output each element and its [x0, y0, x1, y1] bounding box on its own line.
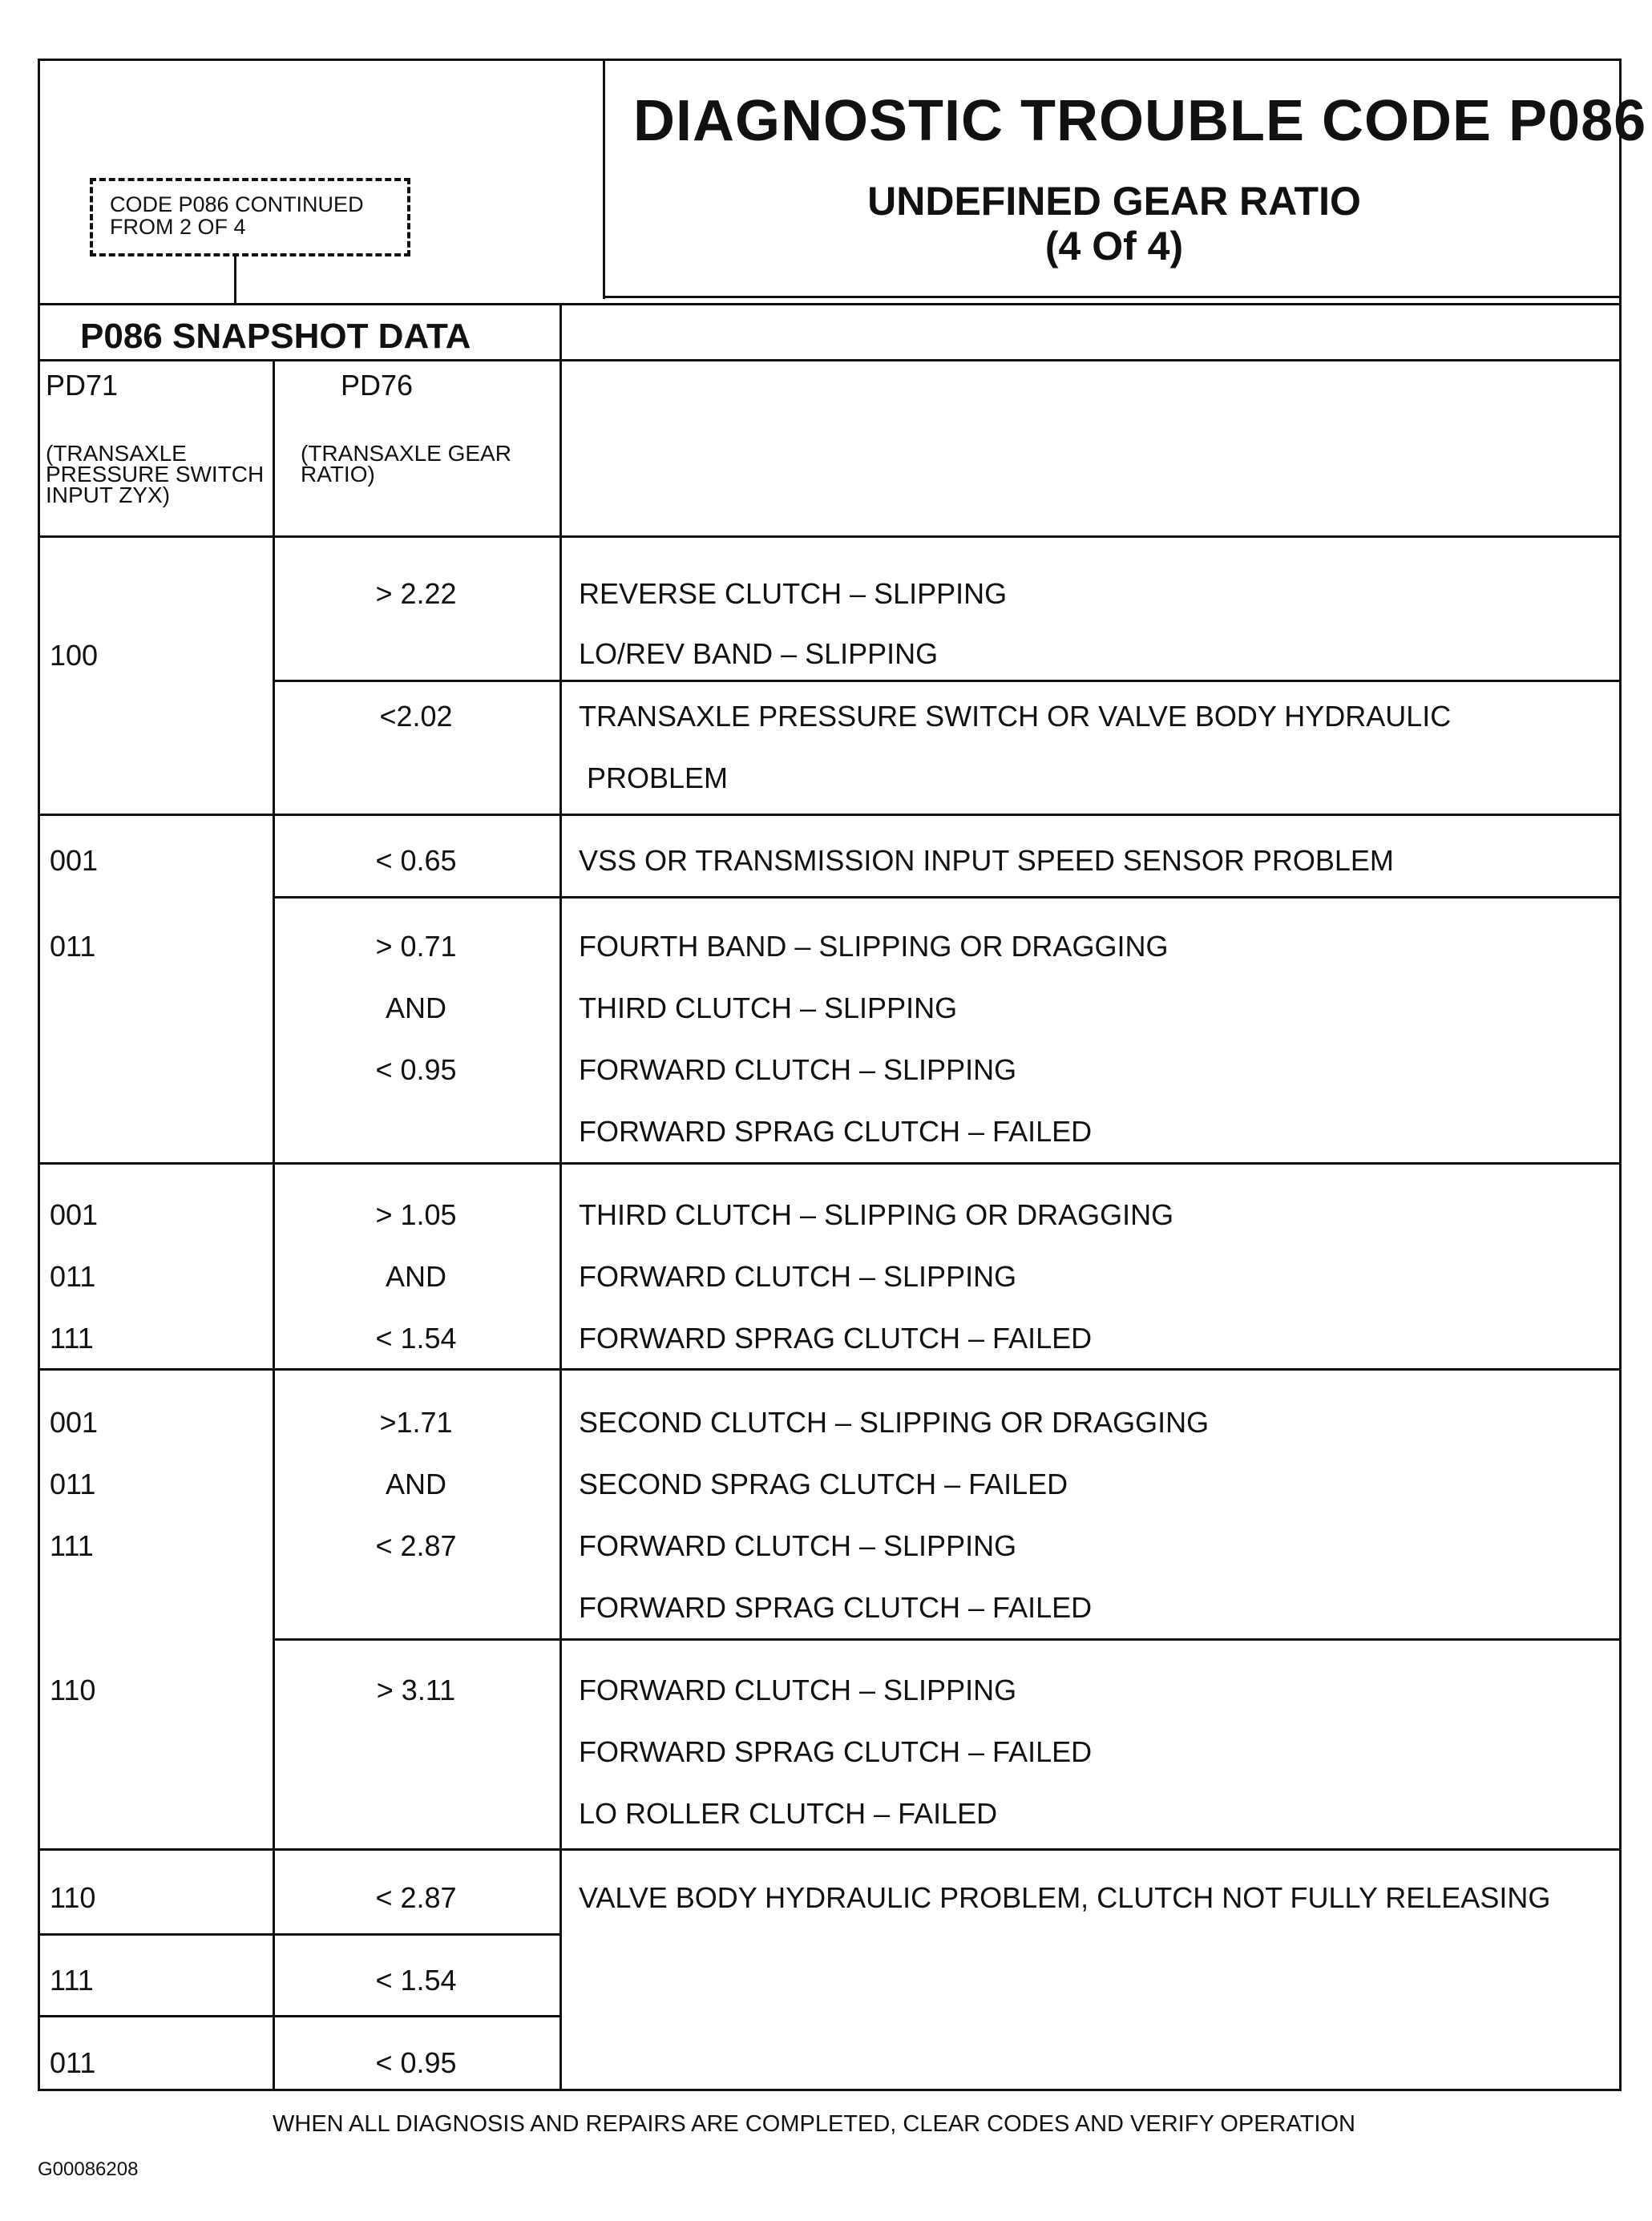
cause-text: FORWARD CLUTCH – SLIPPING [579, 1053, 1017, 1086]
col2-code: PD76 [341, 369, 414, 402]
pd71-value: 111 [50, 1964, 94, 1997]
ratio-value: <2.02 [379, 700, 453, 733]
cause-text: VALVE BODY HYDRAULIC PROBLEM, CLUTCH NOT FULLY RELEASING [579, 1881, 1551, 1914]
col2-desc-line: RATIO) [301, 462, 375, 487]
figure-id: G00086208 [38, 2158, 139, 2180]
ratio-value: > 1.05 [375, 1198, 457, 1231]
ratio-value: < 2.87 [375, 1529, 457, 1562]
row-rule [273, 1638, 1622, 1641]
continued-note: CODE P086 CONTINUED [110, 192, 364, 216]
ratio-value: AND [385, 1260, 446, 1293]
row-rule [273, 680, 1622, 682]
cause-text: LO/REV BAND – SLIPPING [579, 637, 939, 670]
ratio-value: > 3.11 [376, 1674, 456, 1706]
table-top-rule [38, 303, 1622, 305]
header-divider [603, 59, 605, 299]
cause-text: FOURTH BAND – SLIPPING OR DRAGGING [579, 930, 1169, 963]
cause-text: FORWARD SPRAG CLUTCH – FAILED [579, 1322, 1093, 1355]
cause-text: FORWARD SPRAG CLUTCH – FAILED [579, 1115, 1093, 1148]
cause-text: PROBLEM [587, 761, 729, 794]
table-title: P086 SNAPSHOT DATA [80, 317, 471, 356]
cause-text: REVERSE CLUTCH – SLIPPING [579, 577, 1008, 610]
title-row-rule [38, 359, 1622, 361]
ratio-value: > 2.22 [375, 577, 457, 610]
ratio-value: AND [385, 1468, 446, 1500]
cause-text: LO ROLLER CLUTCH – FAILED [579, 1797, 998, 1830]
cause-text: VSS OR TRANSMISSION INPUT SPEED SENSOR PROBLEM [579, 844, 1394, 877]
ratio-value: < 0.95 [375, 2046, 457, 2079]
ratio-value: < 0.65 [375, 844, 457, 877]
header-row-rule [38, 535, 1622, 538]
pd71-value: 001 [50, 1198, 99, 1231]
continued-note-part: FROM 2 OF 4 [110, 215, 246, 239]
pd71-value: 100 [50, 639, 99, 672]
group-rule [38, 1848, 1622, 1851]
ratio-value: >1.71 [379, 1406, 453, 1439]
header-bottom-rule [603, 296, 1622, 298]
col1-desc-line: PRESSURE SWITCH [46, 462, 265, 487]
cause-text: FORWARD CLUTCH – SLIPPING [579, 1260, 1017, 1293]
pd71-value: 011 [50, 2046, 96, 2079]
col2-desc-line: (TRANSAXLE GEAR [301, 441, 511, 466]
ratio-value: AND [385, 991, 446, 1024]
cause-text: THIRD CLUTCH – SLIPPING [579, 991, 958, 1024]
col-divider-1 [273, 361, 275, 2091]
group-rule [38, 1368, 1622, 1371]
col1-code: PD71 [46, 369, 119, 402]
cause-text: FORWARD SPRAG CLUTCH – FAILED [579, 1591, 1093, 1624]
pd71-value: 111 [50, 1322, 94, 1355]
cause-text: FORWARD CLUTCH – SLIPPING [579, 1529, 1017, 1562]
row-rule [38, 1933, 559, 1936]
pd71-value: 110 [50, 1674, 96, 1706]
col1-desc-line: INPUT ZYX) [46, 483, 171, 507]
pd71-value: 011 [50, 1468, 96, 1500]
ratio-value: < 1.54 [375, 1322, 457, 1355]
ratio-value: < 2.87 [375, 1881, 457, 1914]
cause-text: FORWARD CLUTCH – SLIPPING [579, 1674, 1017, 1706]
cause-text: THIRD CLUTCH – SLIPPING OR DRAGGING [579, 1198, 1174, 1231]
footer-note: WHEN ALL DIAGNOSIS AND REPAIRS ARE COMPLETED, CLEAR CODES AND VERIFY OPERATION [273, 2111, 1355, 2137]
pd71-value: 110 [50, 1881, 96, 1914]
cause-text: FORWARD SPRAG CLUTCH – FAILED [579, 1735, 1093, 1768]
group-rule [38, 814, 1622, 816]
page-title: DIAGNOSTIC TROUBLE CODE P086 [633, 89, 1647, 153]
col-divider-2 [559, 303, 562, 2091]
cause-text: SECOND CLUTCH – SLIPPING OR DRAGGING [579, 1406, 1210, 1439]
pd71-value: 111 [50, 1529, 94, 1562]
pd71-value: 001 [50, 844, 99, 877]
pd71-value: 001 [50, 1406, 99, 1439]
row-rule [38, 2015, 559, 2017]
cause-text: TRANSAXLE PRESSURE SWITCH OR VALVE BODY HYDRAULIC [579, 700, 1452, 733]
ratio-value: > 0.71 [375, 930, 457, 963]
row-rule [273, 896, 1622, 898]
ratio-value: < 0.95 [375, 1053, 457, 1086]
pd71-value: 011 [50, 930, 96, 963]
flow-connector [234, 256, 236, 303]
col1-desc-line: (TRANSAXLE [46, 441, 187, 466]
pd71-value: 011 [50, 1260, 96, 1293]
page-subtitle-part: (4 Of 4) [1044, 224, 1184, 269]
group-rule [38, 1162, 1622, 1165]
page-subtitle: UNDEFINED GEAR RATIO [867, 179, 1361, 224]
cause-text: SECOND SPRAG CLUTCH – FAILED [579, 1468, 1068, 1500]
ratio-value: < 1.54 [375, 1964, 457, 1997]
